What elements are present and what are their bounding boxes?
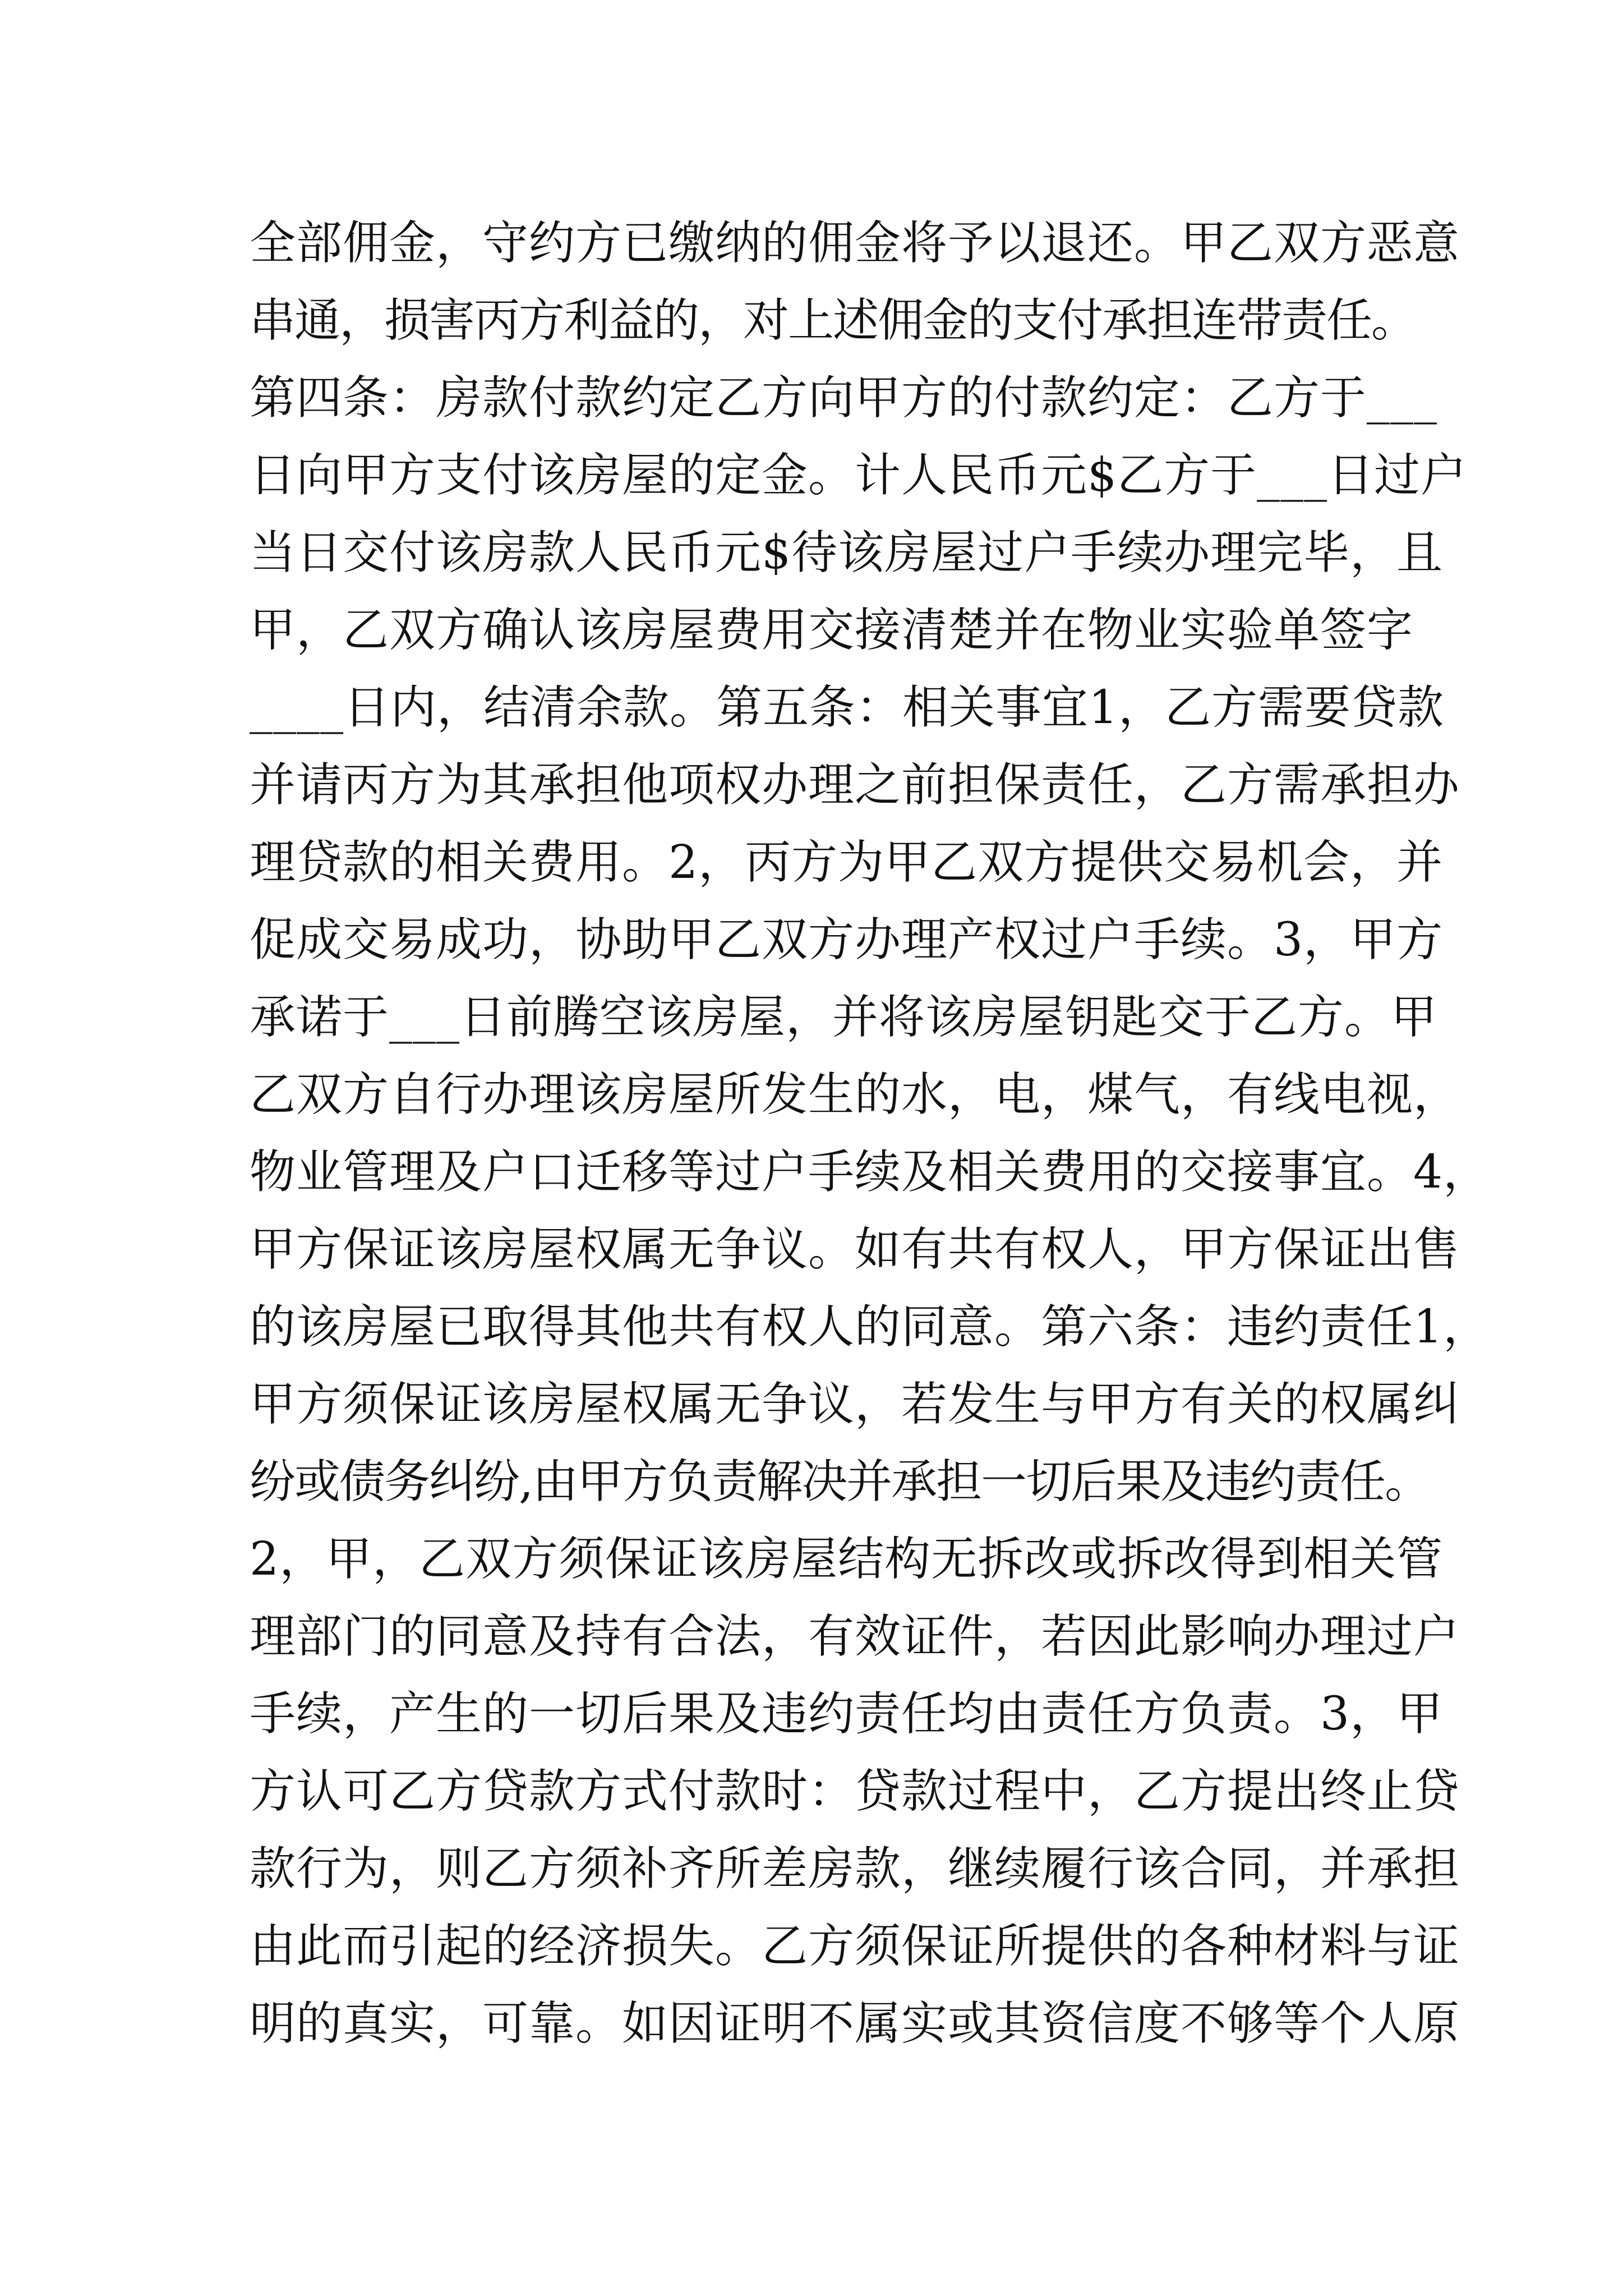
- text-line: 串通，损害丙方利益的，对上述佣金的支付承担连带责任。: [250, 294, 1417, 347]
- contract-body-text: [250, 205, 1490, 2063]
- text-line: 方认可乙方贷款方式付款时：贷款过程中，乙方提出终止贷: [250, 1765, 1460, 1818]
- text-line: 甲方保证该房屋权属无争议。如有共有权人，甲方保证出售: [250, 1223, 1460, 1276]
- text-line: 纷或债务纠纷,由甲方负责解决并承担一切后果及违约责任。: [250, 1455, 1430, 1508]
- text-line: 的该房屋已取得其他共有权人的同意。第六条：违约责任1，: [250, 1300, 1490, 1354]
- text-line: 促成交易成功，协助甲乙双方办理产权过户手续。3，甲方: [250, 913, 1444, 967]
- text-line: 全部佣金，守约方已缴纳的佣金将予以退还。甲乙双方恶意: [250, 217, 1460, 270]
- text-line: 第四条：房款付款约定乙方向甲方的付款约定：乙方于___: [250, 371, 1438, 425]
- text-line: 物业管理及户口迁移等过户手续及相关费用的交接事宜。4，: [250, 1145, 1490, 1199]
- text-line: 日向甲方支付该房屋的定金。计人民币元$乙方于___日过户: [250, 449, 1468, 502]
- text-line: 2，甲，乙双方须保证该房屋结构无拆改或拆改得到相关管: [250, 1533, 1444, 1586]
- text-line: ____日内，结清余款。第五条：相关事宜1，乙方需要贷款: [250, 681, 1445, 734]
- text-line: 手续，产生的一切后果及违约责任均由责任方负责。3，甲: [250, 1687, 1444, 1741]
- text-line: 甲方须保证该房屋权属无争议，若发生与甲方有关的权属纠: [250, 1378, 1460, 1431]
- text-line: 并请丙方为其承担他项权办理之前担保责任，乙方需承担办: [250, 758, 1460, 812]
- text-line: 乙双方自行办理该房屋所发生的水，电，煤气，有线电视，: [250, 1068, 1460, 1121]
- text-line: 当日交付该房款人民币元$待该房屋过户手续办理完毕，且: [250, 526, 1444, 579]
- text-line: 理部门的同意及持有合法，有效证件，若因此影响办理过户: [250, 1610, 1460, 1663]
- text-line: 甲，乙双方确认该房屋费用交接清楚并在物业实验单签字: [250, 604, 1414, 657]
- text-line: 明的真实，可靠。如因证明不属实或其资信度不够等个人原: [250, 1997, 1460, 2050]
- text-line: 理贷款的相关费用。2，丙方为甲乙双方提供交易机会，并: [250, 836, 1444, 889]
- text-line: 由此而引起的经济损失。乙方须保证所提供的各种材料与证: [250, 1920, 1460, 1973]
- text-line: 承诺于___日前腾空该房屋，并将该房屋钥匙交于乙方。甲: [250, 991, 1438, 1044]
- text-line: 款行为，则乙方须补齐所差房款，继续履行该合同，并承担: [250, 1842, 1460, 1895]
